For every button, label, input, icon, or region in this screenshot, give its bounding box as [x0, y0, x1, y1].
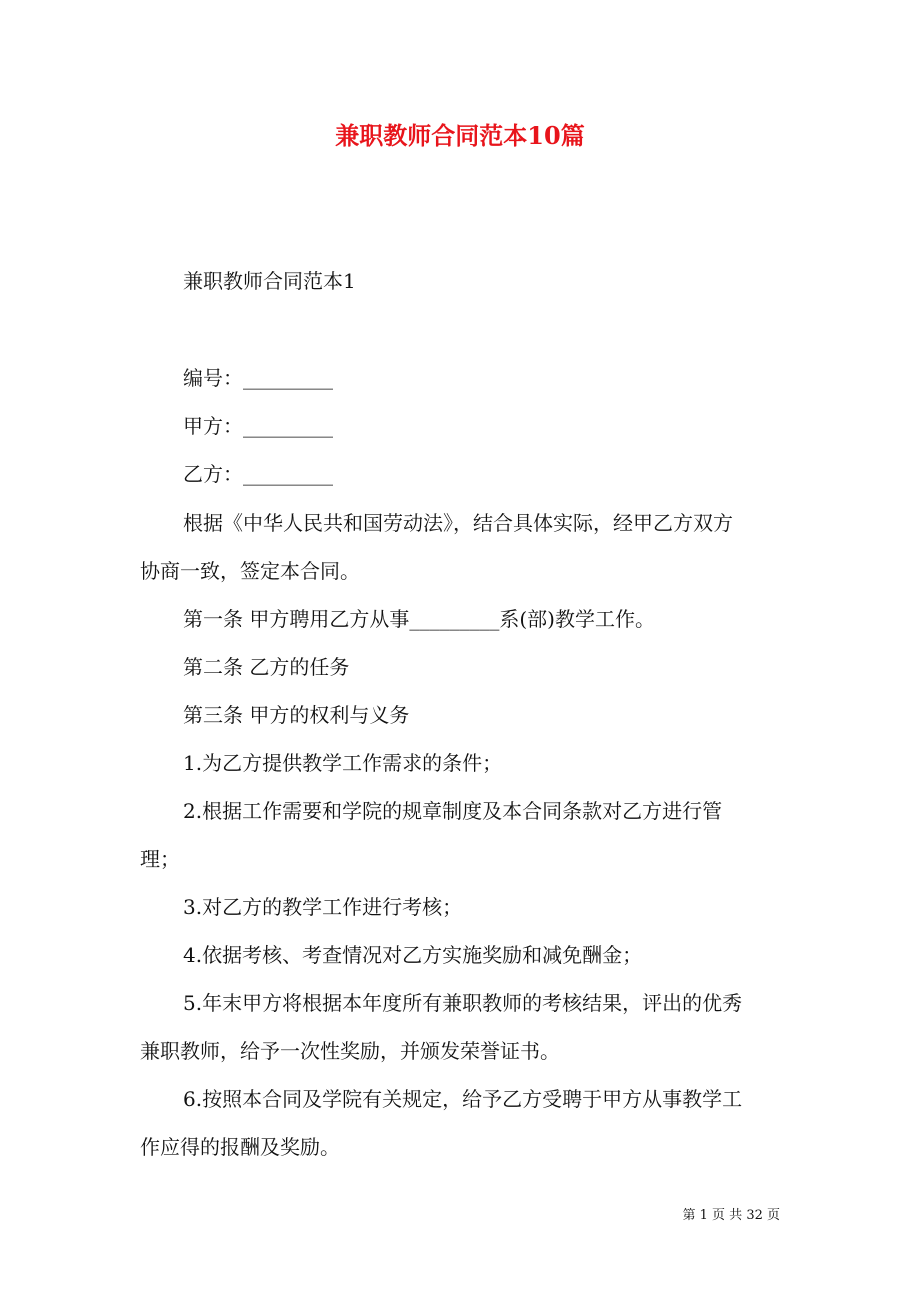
- field-party-a: 甲方：_________: [183, 414, 333, 438]
- intro-paragraph-line-2: 协商一致，签定本合同。: [140, 559, 360, 583]
- article-3: 第三条 甲方的权利与义务: [183, 703, 410, 727]
- intro-paragraph-line-1: 根据《中华人民共和国劳动法》，结合具体实际，经甲乙方双方: [183, 511, 733, 535]
- item-5-line-1: 5.年末甲方将根据本年度所有兼职教师的考核结果，评出的优秀: [183, 991, 743, 1015]
- item-3: 3.对乙方的教学工作进行考核；: [183, 895, 463, 919]
- item-4: 4.依据考核、考查情况对乙方实施奖励和减免酬金；: [183, 943, 643, 967]
- item-2-line-2: 理；: [140, 847, 180, 871]
- section-subtitle: 兼职教师合同范本1: [183, 269, 356, 293]
- article-1: 第一条 甲方聘用乙方从事_________系(部)教学工作。: [183, 607, 655, 631]
- article-2: 第二条 乙方的任务: [183, 655, 350, 679]
- item-2-line-1: 2.根据工作需要和学院的规章制度及本合同条款对乙方进行管: [183, 799, 723, 823]
- item-6-line-1: 6.按照本合同及学院有关规定，给予乙方受聘于甲方从事教学工: [183, 1087, 743, 1111]
- item-6-line-2: 作应得的报酬及奖励。: [140, 1135, 340, 1159]
- item-1: 1.为乙方提供教学工作需求的条件；: [183, 751, 503, 775]
- page-number-footer: 第 1 页 共 32 页: [682, 1208, 780, 1223]
- document-title: 兼职教师合同范本10篇: [335, 121, 585, 150]
- item-5-line-2: 兼职教师，给予一次性奖励，并颁发荣誉证书。: [140, 1039, 560, 1063]
- field-party-b: 乙方：_________: [183, 462, 333, 486]
- field-number: 编号：_________: [183, 366, 333, 390]
